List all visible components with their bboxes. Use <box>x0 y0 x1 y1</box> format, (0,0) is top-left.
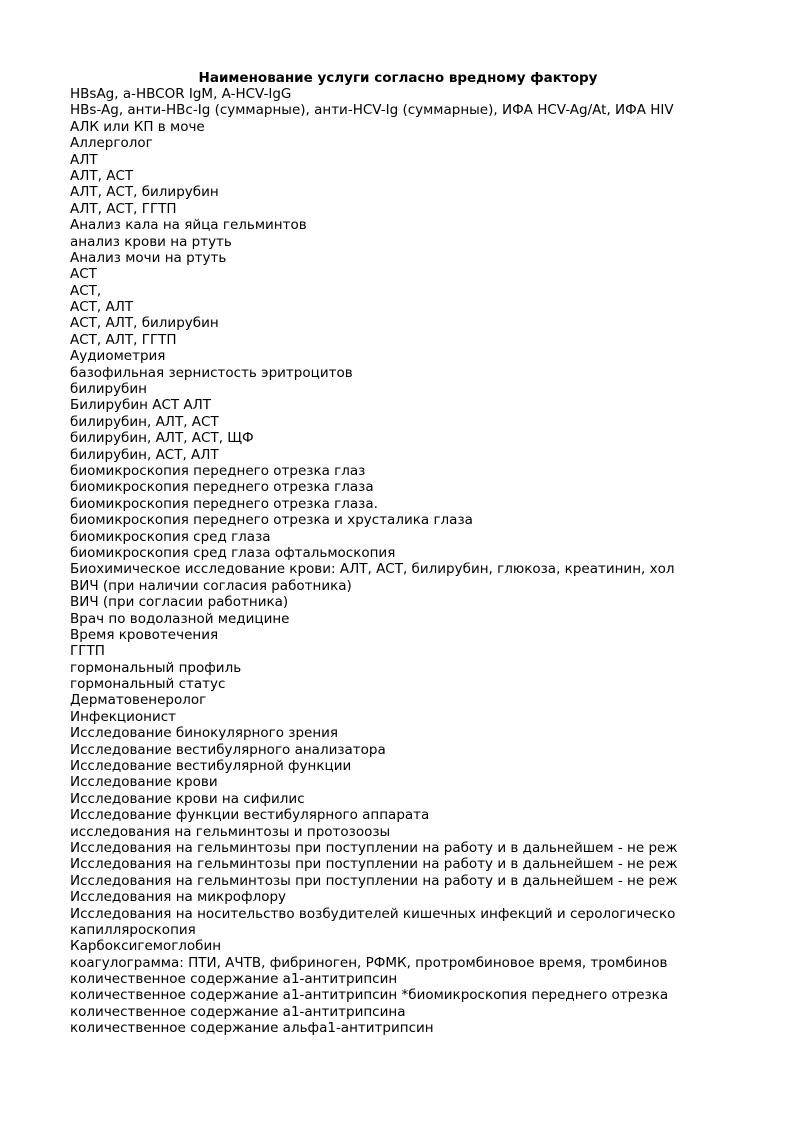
list-item: Аллерголог <box>70 135 153 152</box>
list-item: количественное содержание а1-антитрипсин *биомикроскопия переднего отрезка <box>70 987 669 1004</box>
list-item: Исследования на носительство возбудителей кишечных инфекций и серологическо <box>70 905 676 922</box>
list-item: ГГТП <box>70 643 105 660</box>
list-item: Исследования на гельминтозы при поступлении на работу и в дальнейшем - не реж <box>70 872 678 889</box>
list-item: билирубин, АСТ, АЛТ <box>70 446 219 463</box>
list-item: Исследование крови на сифилис <box>70 790 305 807</box>
list-item: Исследование вестибулярного анализатора <box>70 741 386 758</box>
list-item: биомикроскопия сред глаза <box>70 528 271 545</box>
list-item: Исследование функции вестибулярного аппарата <box>70 807 430 824</box>
list-item: анализ крови на ртуть <box>70 233 232 250</box>
list-item: ВИЧ (при наличии согласия работника) <box>70 577 352 594</box>
service-list <box>70 86 726 1037</box>
list-item: АЛТ, АСТ, билирубин <box>70 184 219 201</box>
list-item: биомикроскопия переднего отрезка глаза <box>70 479 374 496</box>
list-item: АЛТ, АСТ <box>70 167 134 184</box>
list-item: Исследования на гельминтозы при поступлении на работу и в дальнейшем - не реж <box>70 856 678 873</box>
list-item: АСТ, АЛТ <box>70 299 134 316</box>
list-item: коагулограмма: ПТИ, АЧТВ, фибриноген, РФМК, протромбиновое время, тромбинов <box>70 954 668 971</box>
list-item: капилляроскопия <box>70 921 196 938</box>
list-item: Врач по водолазной медицине <box>70 610 290 627</box>
list-item: биомикроскопия переднего отрезка глаз <box>70 462 366 479</box>
list-item: билирубин, АЛТ, АСТ, ЩФ <box>70 430 254 447</box>
list-item: количественное содержание а1-антитрипсин <box>70 971 398 988</box>
list-item: Дерматовенеролог <box>70 692 207 709</box>
list-item: АСТ, АЛТ, ГГТП <box>70 331 177 348</box>
list-item: Анализ мочи на ртуть <box>70 249 227 266</box>
list-item: Исследования на гельминтозы при поступлении на работу и в дальнейшем - не реж <box>70 839 678 856</box>
list-item: Инфекционист <box>70 708 177 725</box>
list-item: гормональный профиль <box>70 659 242 676</box>
page-title: Наименование услуги согласно вредному фактору <box>198 70 598 86</box>
list-item: АСТ, АЛТ, билирубин <box>70 315 219 332</box>
list-item: количественное содержание а1-антитрипсина <box>70 1003 406 1020</box>
list-item: АЛК или КП в моче <box>70 118 205 135</box>
list-item: АСТ, <box>70 282 102 299</box>
list-item: АЛТ, АСТ, ГГТП <box>70 200 177 217</box>
list-item: HBsAg, a-HBCOR IgM, A-HCV-IgG <box>70 86 292 102</box>
list-item: АЛТ <box>70 151 98 168</box>
list-item: Билирубин АСТ АЛТ <box>70 397 212 414</box>
list-item: Исследование бинокулярного зрения <box>70 725 339 742</box>
list-item: ВИЧ (при согласии работника) <box>70 594 289 611</box>
list-item: билирубин, АЛТ, АСТ <box>70 413 219 430</box>
list-item: Аудиометрия <box>70 348 166 365</box>
list-item: базофильная зернистость эритроцитов <box>70 364 353 381</box>
list-item: исследования на гельминтозы и протозоозы <box>70 823 391 840</box>
list-item: Исследование вестибулярной функции <box>70 758 352 775</box>
list-item: биомикроскопия переднего отрезка и хрусталика глаза <box>70 512 473 529</box>
list-item: АСТ <box>70 266 97 283</box>
list-item: Карбоксигемоглобин <box>70 938 222 955</box>
list-item: биомикроскопия переднего отрезка глаза. <box>70 495 378 512</box>
list-item: гормональный статус <box>70 676 226 693</box>
list-item: Исследование крови <box>70 774 218 791</box>
list-item: Биохимическое исследование крови: АЛТ, АСТ, билирубин, глюкоза, креатинин, хол <box>70 561 675 578</box>
list-item: Исследования на микрофлору <box>70 889 287 906</box>
list-item: Время кровотечения <box>70 626 219 643</box>
list-item: биомикроскопия сред глаза офтальмоскопия <box>70 544 396 561</box>
list-item: количественное содержание альфа1-антитрипсин <box>70 1020 434 1037</box>
list-item: билирубин <box>70 381 147 398</box>
list-item: Анализ кала на яйца гельминтов <box>70 217 307 234</box>
list-item: HBs-Ag, анти-HBc-Ig (суммарные), анти-HCV-Ig (суммарные), ИФА HCV-Ag/At, ИФА HIV <box>70 102 674 119</box>
